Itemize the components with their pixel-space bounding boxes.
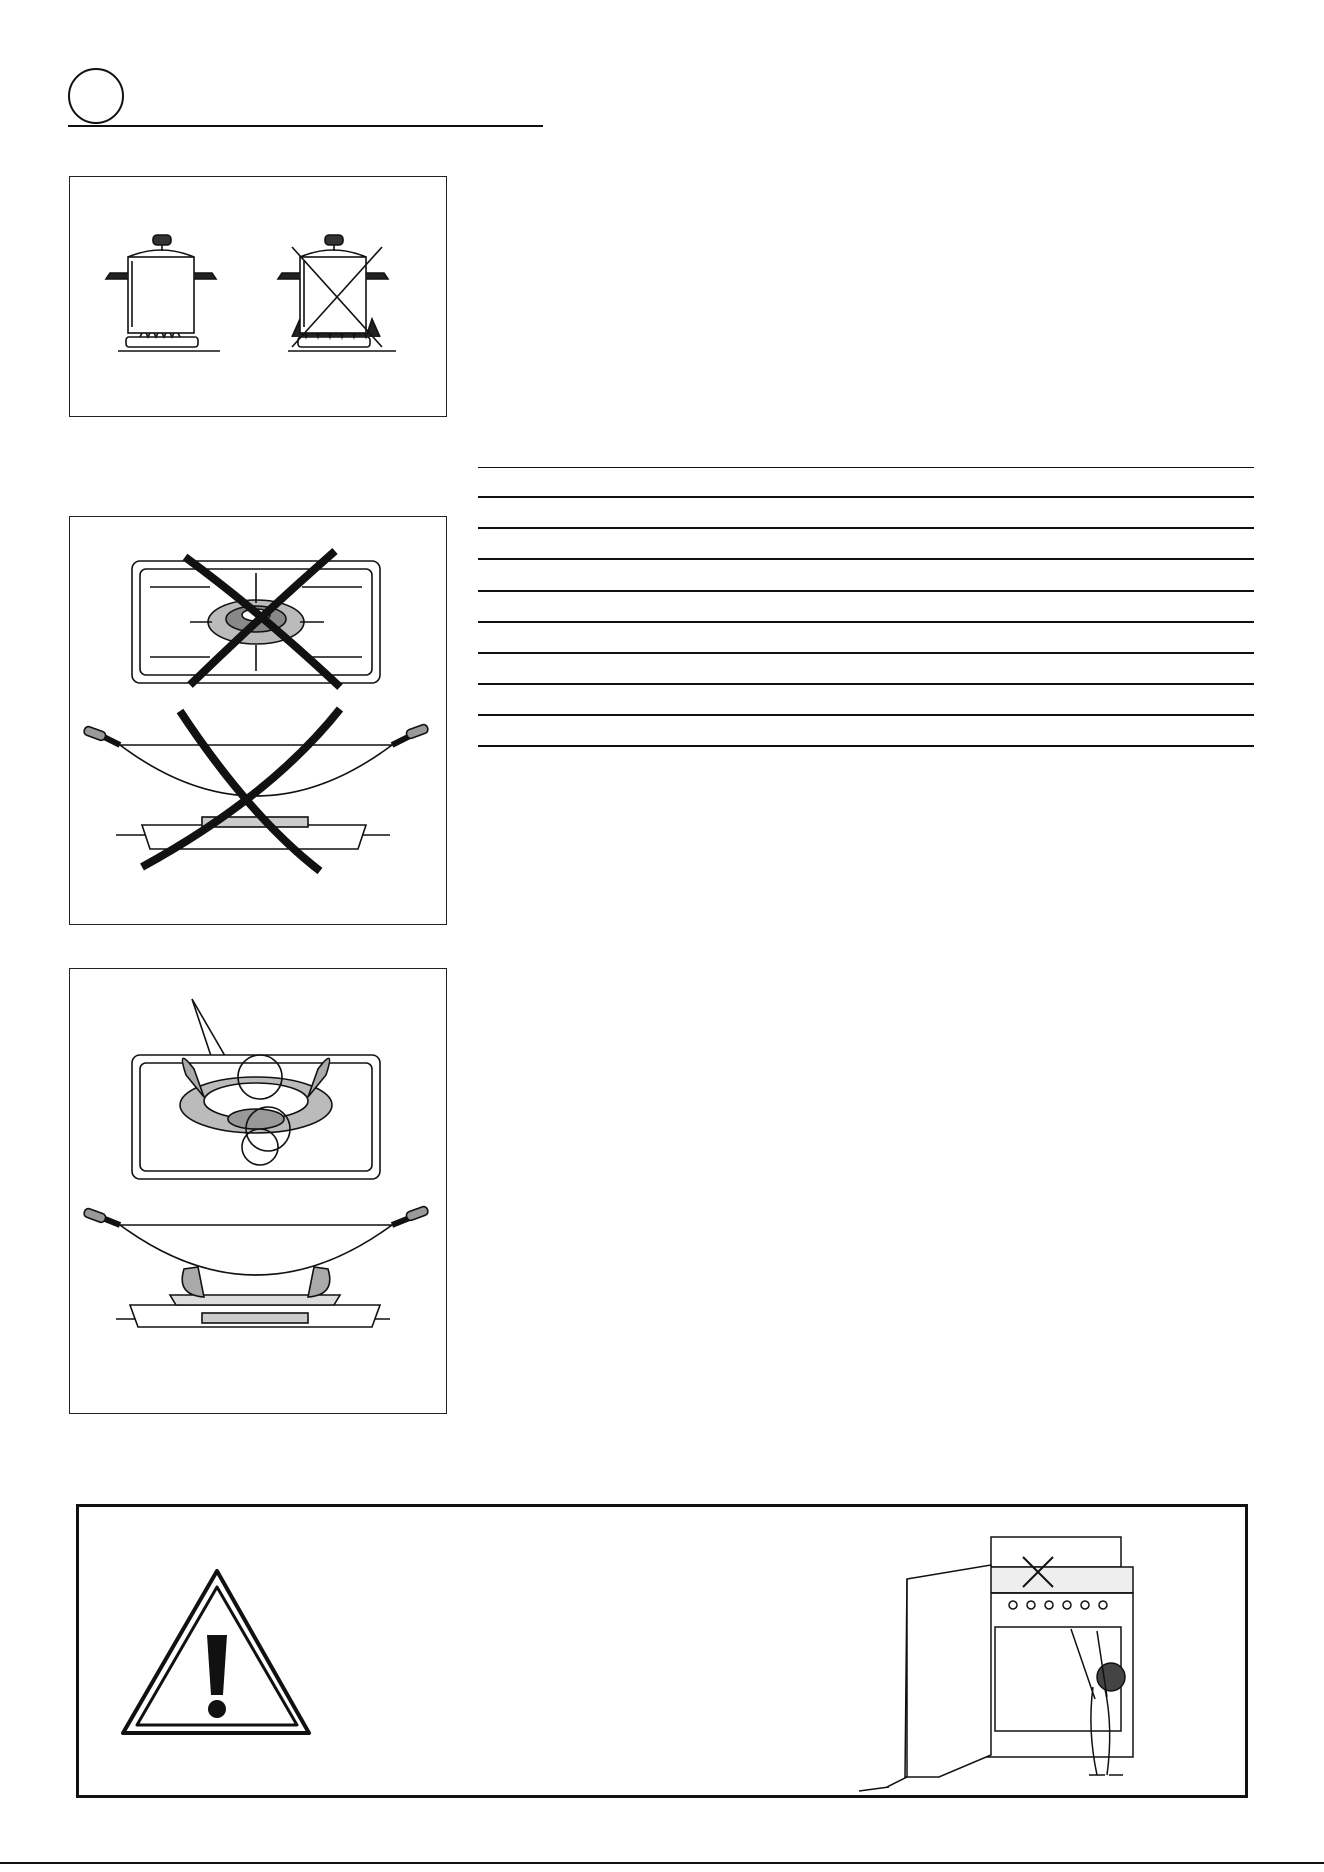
section-marker-circle	[68, 68, 124, 124]
section-header-rule	[68, 125, 543, 127]
pot-correct-flame-icon	[106, 235, 220, 351]
table-row	[478, 590, 1254, 592]
figure-wok-incorrect	[69, 516, 447, 925]
child-safety-warning-box	[76, 1504, 1248, 1798]
burner-grate-crossed-icon	[132, 551, 380, 687]
table-row	[478, 683, 1254, 685]
table-row	[478, 527, 1254, 529]
figure-pot-flame	[69, 176, 447, 417]
burner-wok-stand-icon	[132, 999, 380, 1179]
pot-wrong-flame-icon	[278, 235, 396, 351]
figure-wok-correct	[69, 968, 447, 1414]
wok-crossed-icon	[83, 709, 429, 871]
page-bottom-rule	[0, 1862, 1324, 1864]
table-row	[478, 621, 1254, 623]
table-row	[478, 745, 1254, 747]
table-row	[478, 714, 1254, 716]
table-row	[478, 558, 1254, 560]
warning-illustrations	[79, 1507, 1245, 1795]
wok-on-stand-icon	[83, 1205, 429, 1327]
pot-flame-illustration	[70, 177, 448, 418]
child-near-cooker-icon	[859, 1537, 1133, 1791]
wok-incorrect-illustration	[70, 517, 448, 926]
table-row	[478, 467, 1254, 468]
table-row	[478, 496, 1254, 498]
warning-triangle-icon	[123, 1571, 309, 1733]
table-row	[478, 652, 1254, 654]
wok-correct-illustration	[70, 969, 448, 1415]
